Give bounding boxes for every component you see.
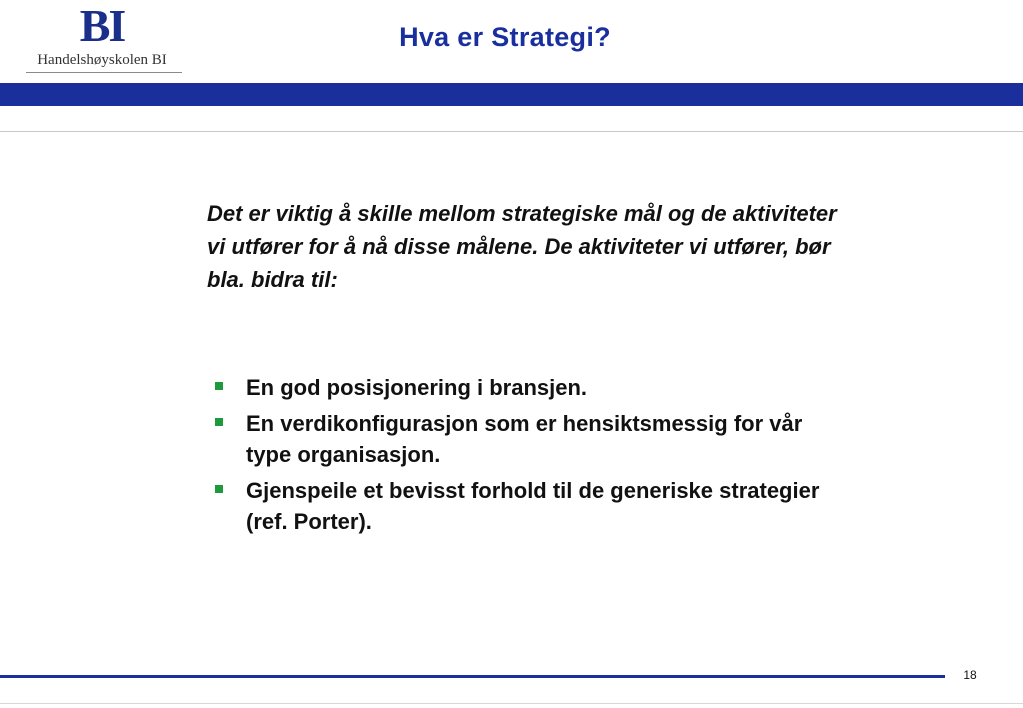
bullet-item (208, 372, 848, 403)
slide-title: Hva er Strategi? (399, 22, 611, 52)
bullet-list (208, 372, 848, 542)
page-number: 18 (963, 668, 977, 682)
logo-school-name: Handelshøyskolen BI (37, 52, 167, 68)
footer-rule (0, 675, 945, 678)
header-divider (0, 131, 1023, 132)
logo-underline (26, 72, 182, 73)
bullet-item (208, 408, 848, 470)
square-bullet-icon (215, 485, 223, 493)
bottom-divider (0, 703, 1023, 704)
logo-mark: BI (79, 0, 125, 51)
square-bullet-icon (215, 418, 223, 426)
bullet-text: En god posisjonering i bransjen. (246, 375, 588, 400)
header-band (0, 83, 1023, 106)
bullet-text: Gjenspeile et bevisst forhold til de generiske strategier (ref. Porter). (246, 478, 820, 534)
intro-paragraph: Det er viktig å skille mellom strategiske mål og de aktiviteter vi utfører for å nå disse målene. De aktiviteter vi utfører, bør bla. bidra til: (207, 201, 837, 292)
bullet-text: En verdikonfigurasjon som er hensiktsmessig for vår type organisasjon. (246, 411, 803, 467)
square-bullet-icon (215, 382, 223, 390)
bullet-item (208, 475, 848, 537)
